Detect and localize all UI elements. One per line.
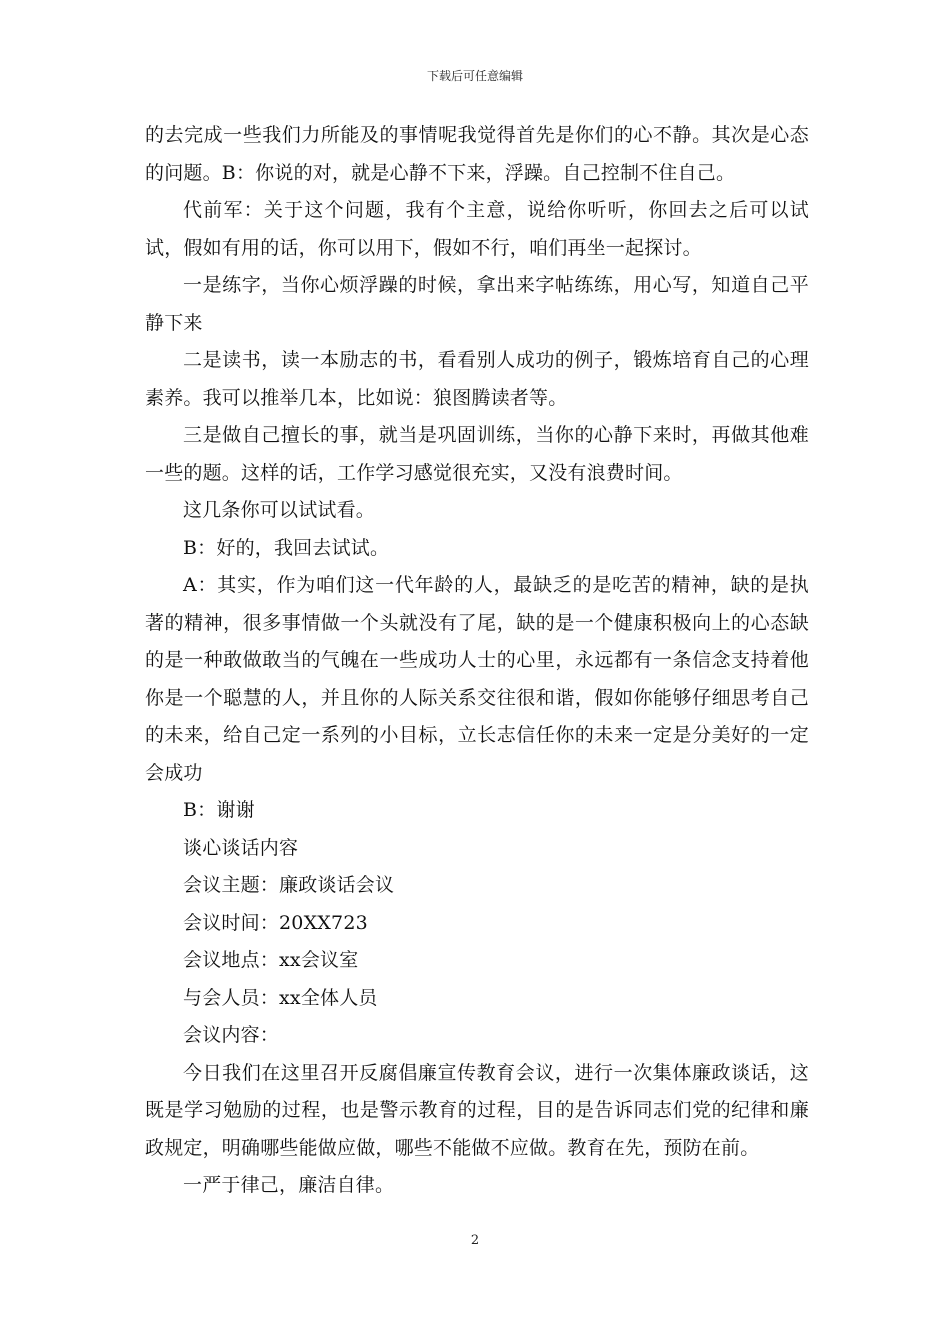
paragraph: A：其实，作为咱们这一代年龄的人，最缺乏的是吃苦的精神，缺的是执著的精神，很多事情做一个头就没有了尾，缺的是一个健康积极向上的心态缺的是一种敢做敢当的气魄在一些成功人士的心里，永远都有一条信念支持着他你是一个聪慧的人，并且你的人际关系交往很和谐，假如你能够仔细思考自己的未来，给自己定一系列的小目标，立长志信任你的未来一定是分美好的一定会成功: [145, 574, 809, 784]
paragraph: 会议内容：: [183, 1024, 280, 1046]
paragraph: B：好的，我回去试试。: [183, 536, 390, 559]
paragraph: 会议时间：20XX723: [183, 911, 368, 934]
page-number: 2: [470, 1233, 480, 1248]
page-header: 下载后可任意编辑: [426, 69, 523, 83]
paragraph: 一严于律己，廉洁自律。: [183, 1174, 395, 1196]
paragraph: 代前军：关于这个问题，我有个主意，说给你听听，你回去之后可以试试，假如有用的话，你可以用下，假如不行，咱们再坐一起探讨。: [145, 199, 809, 259]
paragraph: 的去完成一些我们力所能及的事情呢我觉得首先是你们的心不静。其次是心态的问题。B：你说的对，就是心静不下来，浮躁。自己控制不住自己。: [145, 124, 809, 184]
paragraph: 会议地点：xx会议室: [183, 949, 359, 971]
paragraph: 这几条你可以试试看。: [183, 499, 376, 521]
paragraph: 谈心谈话内容: [183, 836, 299, 859]
document-body: [145, 117, 809, 1205]
paragraph: 今日我们在这里召开反腐倡廉宣传教育会议，进行一次集体廉政谈话，这既是学习勉励的过程，也是警示教育的过程，目的是告诉同志们党的纪律和廉政规定，明确哪些能做应做，哪些不能做不应做。教育在先，预防在前。: [145, 1061, 809, 1159]
paragraph: B：谢谢: [183, 799, 255, 821]
paragraph: 二是读书，读一本励志的书，看看别人成功的例子，锻炼培育自己的心理素养。我可以推举几本，比如说：狼图腾读者等。: [145, 349, 809, 409]
paragraph: 三是做自己擅长的事，就当是巩固训练，当你的心静下来时，再做其他难一些的题。这样的话，工作学习感觉很充实，又没有浪费时间。: [145, 424, 809, 484]
paragraph: 与会人员：xx全体人员: [183, 986, 378, 1009]
paragraph: 会议主题：廉政谈话会议: [183, 874, 395, 896]
paragraph: 一是练字，当你心烦浮躁的时候，拿出来字帖练练，用心写，知道自己平静下来: [145, 274, 809, 334]
